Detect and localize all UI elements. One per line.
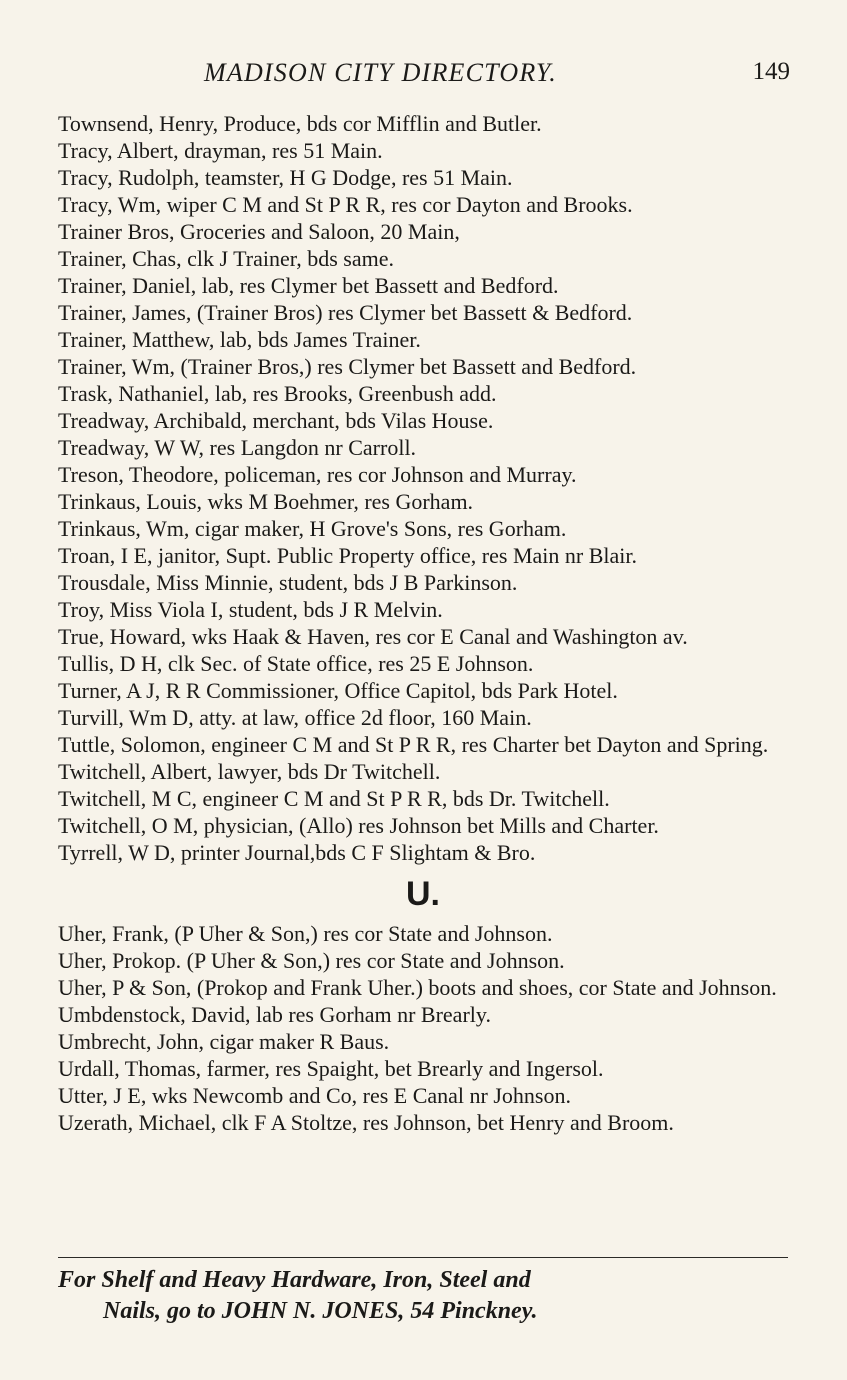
directory-entry: Trainer, Matthew, lab, bds James Trainer.: [58, 327, 421, 352]
directory-entry: Tuttle, Solomon, engineer C M and St P R R, res Charter bet Dayton and Spring.: [58, 732, 769, 757]
directory-entry: Tullis, D H, clk Sec. of State office, res 25 E Johnson.: [58, 651, 534, 676]
footer-advertisement: [58, 1265, 788, 1327]
directory-entry: Turvill, Wm D, atty. at law, office 2d floor, 160 Main.: [58, 705, 532, 730]
directory-entry: Trainer, Wm, (Trainer Bros,) res Clymer bet Bassett and Bedford.: [58, 354, 637, 379]
section-heading-u: U.: [406, 875, 440, 913]
directory-entry: Uher, P & Son, (Prokop and Frank Uher.) boots and shoes, cor State and Johnson.: [58, 975, 777, 1000]
directory-entry: Tracy, Wm, wiper C M and St P R R, res cor Dayton and Brooks.: [58, 192, 633, 217]
directory-entry: Trinkaus, Louis, wks M Boehmer, res Gorham.: [58, 489, 474, 514]
directory-entry: Umbdenstock, David, lab res Gorham nr Brearly.: [58, 1002, 491, 1027]
directory-entry: Uher, Prokop. (P Uher & Son,) res cor State and Johnson.: [58, 948, 565, 973]
directory-entry: Trousdale, Miss Minnie, student, bds J B Parkinson.: [58, 570, 518, 595]
directory-entry: Urdall, Thomas, farmer, res Spaight, bet Brearly and Ingersol.: [58, 1056, 604, 1081]
directory-entry: Trainer, Daniel, lab, res Clymer bet Bassett and Bedford.: [58, 273, 559, 298]
directory-entry: Treson, Theodore, policeman, res cor Johnson and Murray.: [58, 462, 577, 487]
directory-entry: Utter, J E, wks Newcomb and Co, res E Canal nr Johnson.: [58, 1083, 571, 1108]
directory-entry: Trainer, James, (Trainer Bros) res Clymer bet Bassett & Bedford.: [58, 300, 633, 325]
advert-line-2: Nails, go to JOHN N. JONES, 54 Pinckney.: [103, 1298, 538, 1324]
directory-entry: Uzerath, Michael, clk F A Stoltze, res Johnson, bet Henry and Broom.: [58, 1110, 674, 1135]
directory-entry: Tyrrell, W D, printer Journal,bds C F Slightam & Bro.: [58, 840, 536, 865]
directory-entry: Tracy, Albert, drayman, res 51 Main.: [58, 138, 383, 163]
directory-entry: Trainer, Chas, clk J Trainer, bds same.: [58, 246, 394, 271]
directory-entry: Troan, I E, janitor, Supt. Public Property office, res Main nr Blair.: [58, 543, 637, 568]
directory-entry: Turner, A J, R R Commissioner, Office Capitol, bds Park Hotel.: [58, 678, 618, 703]
entries-u-list: [58, 920, 788, 1136]
advert-line-1: For Shelf and Heavy Hardware, Iron, Steel and: [58, 1267, 531, 1293]
directory-entry: Trainer Bros, Groceries and Saloon, 20 Main,: [58, 219, 460, 244]
directory-entry: Troy, Miss Viola I, student, bds J R Melvin.: [58, 597, 443, 622]
directory-entry: Trask, Nathaniel, lab, res Brooks, Greenbush add.: [58, 381, 497, 406]
footer-rule: [58, 1257, 788, 1258]
running-title: MADISON CITY DIRECTORY.: [204, 58, 557, 87]
directory-entry: Twitchell, O M, physician, (Allo) res Johnson bet Mills and Charter.: [58, 813, 659, 838]
directory-entry: Trinkaus, Wm, cigar maker, H Grove's Sons, res Gorham.: [58, 516, 567, 541]
directory-entry: Twitchell, M C, engineer C M and St P R R, bds Dr. Twitchell.: [58, 786, 610, 811]
directory-entry: Umbrecht, John, cigar maker R Baus.: [58, 1029, 390, 1054]
directory-entry: True, Howard, wks Haak & Haven, res cor E Canal and Washington av.: [58, 624, 688, 649]
directory-entries: [58, 110, 788, 1136]
directory-entry: Townsend, Henry, Produce, bds cor Mifflin and Butler.: [58, 111, 542, 136]
directory-entry: Uher, Frank, (P Uher & Son,) res cor State and Johnson.: [58, 921, 553, 946]
directory-entry: Tracy, Rudolph, teamster, H G Dodge, res 51 Main.: [58, 165, 513, 190]
directory-entry: Treadway, Archibald, merchant, bds Vilas House.: [58, 408, 494, 433]
directory-entry: Treadway, W W, res Langdon nr Carroll.: [58, 435, 417, 460]
directory-entry: Twitchell, Albert, lawyer, bds Dr Twitchell.: [58, 759, 441, 784]
page-number: 149: [752, 58, 790, 85]
page-header: [58, 58, 790, 92]
entries-t-list: [58, 110, 788, 866]
